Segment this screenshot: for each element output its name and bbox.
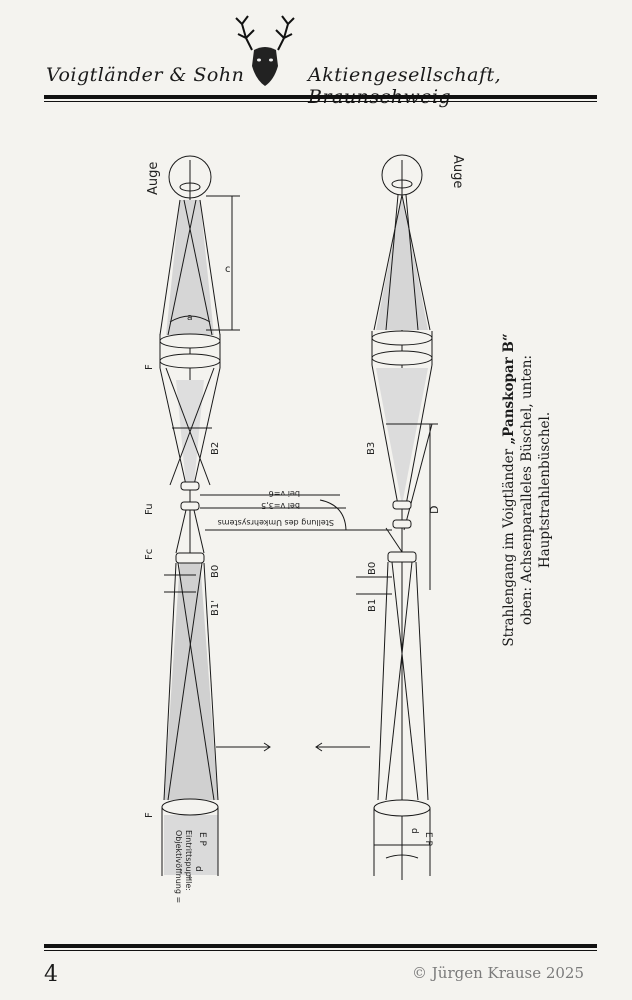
label-d-left: d xyxy=(193,866,203,872)
footer-rule xyxy=(44,944,597,948)
erector-lens-left-2 xyxy=(181,502,199,510)
label-b3: B3 xyxy=(366,441,377,455)
header-company-right: Aktiengesellschaft, xyxy=(308,64,502,86)
field-lens-right xyxy=(388,552,416,562)
caption-title: „Panskopar B“ xyxy=(501,333,517,445)
label-b2: B2 xyxy=(210,441,221,455)
header-company-left: Voigtländer & Sohn xyxy=(46,64,245,86)
label-ep-left: E P xyxy=(197,832,207,846)
erector-lens-left-1 xyxy=(181,482,199,490)
label-eintritt-1: Objektivöffnung = xyxy=(174,830,183,904)
caption-prefix: Strahlengang im Voigtländer xyxy=(501,444,517,647)
label-c: c xyxy=(225,264,231,275)
label-a: a xyxy=(187,313,193,323)
label-b0-left: B0 xyxy=(210,564,221,578)
label-auge-left: Auge xyxy=(146,161,161,195)
label-ep-right: E P xyxy=(423,832,433,846)
objective-lens-left xyxy=(162,799,218,815)
label-b1-left: B1' xyxy=(210,600,221,616)
label-eintritt-2: Eintrittspupille: xyxy=(184,830,193,891)
footer-rule-thin xyxy=(44,950,597,951)
label-f-bottom: F xyxy=(144,812,155,818)
label-bei-1: bei v=3,5 xyxy=(261,501,300,510)
label-d-right: d xyxy=(409,828,419,834)
ocular-lens-left-2 xyxy=(160,354,220,368)
label-f-top: F xyxy=(144,364,155,370)
field-lens-left xyxy=(176,553,204,563)
label-b1-right: B1 xyxy=(367,598,378,612)
ocular-lens-left-1 xyxy=(160,334,220,348)
caption-line-2: oben: Achsenparalleles Büschel, unten: Hauptstrahlenbüschel. xyxy=(519,355,553,625)
caption-line-1 xyxy=(500,280,518,700)
erector-lens-right-2 xyxy=(393,520,411,528)
label-fc: Fc xyxy=(144,548,155,560)
page-number: 4 xyxy=(44,962,58,987)
ocular-lens-right-1 xyxy=(372,331,432,345)
erector-lens-right-1 xyxy=(393,501,411,509)
ocular-lens-right-2 xyxy=(372,351,432,365)
figure-caption xyxy=(500,280,554,700)
label-auge-right: Auge xyxy=(450,155,465,189)
objective-lens-right xyxy=(374,800,430,816)
copyright-text: © Jürgen Krause 2025 xyxy=(412,964,585,982)
label-stellung: Stellung des Umkehrsystems xyxy=(217,518,334,527)
label-d: D xyxy=(428,505,441,514)
label-b0-right: B0 xyxy=(367,561,378,575)
label-bei-2: bei v=6 xyxy=(268,489,300,498)
label-fu: Fu xyxy=(144,503,155,515)
